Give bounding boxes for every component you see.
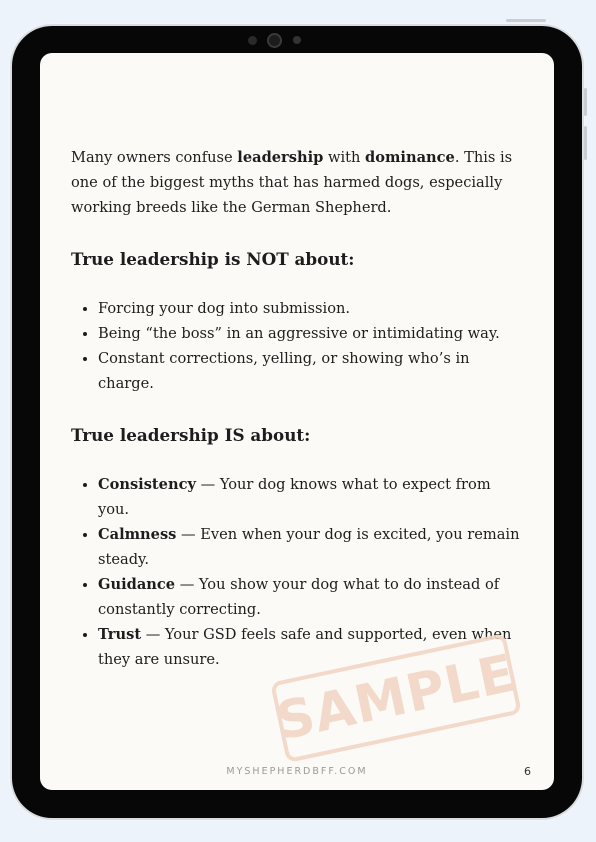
intro-text: Many owners confuse	[71, 149, 238, 166]
camera-icon	[267, 33, 282, 48]
list-item: • Constant corrections, yelling, or showing who’s in charge.	[98, 346, 526, 396]
intro-text: with	[323, 149, 366, 166]
is-about-heading: True leadership IS about:	[71, 425, 311, 445]
volume-up-button	[584, 88, 587, 116]
list-item	[98, 572, 526, 622]
page-number: 6	[524, 765, 531, 778]
list-item-term: Trust	[98, 626, 142, 643]
intro-bold-leadership: leadership	[237, 149, 324, 166]
list-item-text: — You show your dog what to do instead of constantly correcting.	[98, 576, 500, 618]
list-item-text: — Even when your dog is excited, you remain steady.	[98, 526, 520, 568]
intro-text: . This is one of the biggest myths that has harmed dogs, especially working breeds like the German Shepherd.	[71, 149, 513, 216]
list-item-term: Consistency	[98, 476, 196, 493]
tablet-screen	[40, 53, 554, 790]
not-about-list	[71, 296, 526, 396]
intro-paragraph	[71, 145, 526, 220]
list-item-term: Calmness	[98, 526, 177, 543]
sensor-icon	[248, 36, 257, 45]
power-button	[506, 19, 546, 22]
list-item: • Forcing your dog into submission.	[98, 296, 526, 321]
list-item	[98, 522, 526, 572]
list-item: • Being “the boss” in an aggressive or intimidating way.	[98, 321, 526, 346]
intro-bold-dominance: dominance	[365, 149, 455, 166]
page-content	[71, 145, 526, 672]
footer-website: MYSHEPHERDBFF.COM	[226, 766, 368, 777]
list-item-text: — Your dog knows what to expect from you.	[98, 476, 491, 518]
sample-watermark-stamp: SAMPLE	[270, 633, 522, 763]
volume-down-button	[584, 126, 587, 160]
list-item	[98, 472, 526, 522]
light-sensor-icon	[293, 36, 301, 44]
list-item-term: Guidance	[98, 576, 176, 593]
not-about-heading: True leadership is NOT about:	[71, 249, 355, 269]
list-item-text: — Your GSD feels safe and supported, even when they are unsure.	[98, 626, 512, 668]
